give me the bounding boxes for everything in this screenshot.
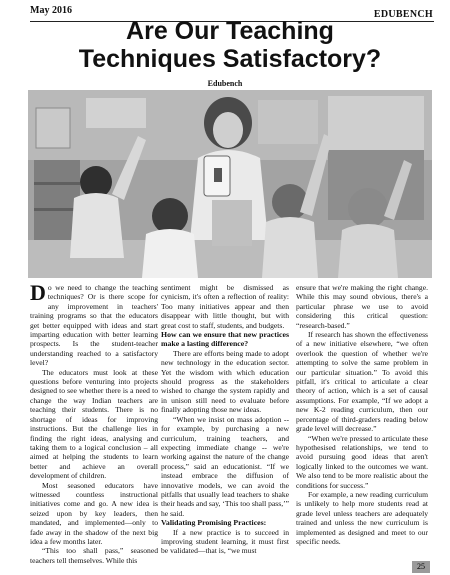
paragraph: There are efforts being made to adopt new technology in the education sector. Yet the wisdom with which education should progress as the stakeholders wished to change the system rapidly and in unison still need to evaluate before finally adopting those new ideas. xyxy=(161,348,289,415)
paragraph: If a new practice is to succeed in improving student learning, it must first be validated—that is, “we must xyxy=(161,527,289,556)
classroom-photo xyxy=(28,90,432,278)
paragraph: If research has shown the effectiveness of a new initiative elsewhere, “we often overlook the question of whether we're attempting to solve the same problem in our particular situation.” To avoid this pitfall, it's critical to articulate a clear theory of action, which is a set of causal assumptions. For example, “If we adopt a new K-2 reading curriculum, then our percentage of third-graders reading below grade level will decrease.” xyxy=(296,330,428,434)
article-byline: Edubench xyxy=(207,79,243,88)
article-headline xyxy=(20,17,440,73)
page-number: 25 xyxy=(412,561,430,573)
paragraph: Most seasoned educators have witnessed countless instructional initiatives come and go. A new idea is seized upon by key leaders, then mandated, and implemented—only to fade away in the shadow of the next big idea a few months later. xyxy=(30,480,158,546)
headline-line-2: Techniques Satisfactory? xyxy=(78,45,382,73)
paragraph: For example, a new reading curriculum is unlikely to help more students read at grade level unless teachers are adequately trained and unless the new curriculum is implemented as designed and meet to our specific needs. xyxy=(296,489,428,546)
drop-cap: D xyxy=(30,280,46,305)
article-column-3 xyxy=(296,283,428,546)
section-heading: Validating Promising Practices: xyxy=(161,518,267,528)
paragraph: “This too shall pass,” seasoned teachers tell themselves. While this xyxy=(30,546,158,565)
paragraph: “When we're pressed to articulate these hypothesised relationships, we tend to avoid pursuing good ideas that aren't logically linked to the outcomes we want. We also tend to be more realistic about the conditions for success.” xyxy=(296,433,428,490)
paragraph xyxy=(30,280,158,368)
headline-line-1: Are Our Teaching xyxy=(126,17,334,45)
paragraph: ensure that we're making the right change. While this may sound obvious, there's a particular phrase we use to avoid considering this critical question: “research-based.” xyxy=(296,283,428,330)
article-column-2 xyxy=(161,283,289,556)
paragraph: “When we insist on mass adoption -- for example, by purchasing a new curriculum, training teachers, and expecting immediate change -- we're working against the nature of the change process,” said an educationist. “If we instead embrace the diffusion of innovative models, we can avoid the pitfalls that usually lead teachers to shake their heads and say, ‘This too shall pass,’” he said. xyxy=(161,414,289,518)
paragraph-text: o we need to change the teaching techniques? Or is there scope for any improvement in teachers' training programs so that the educators get better equipped with ideas and start imparting education with better learning prospects. Is the student-teacher understanding reached to a satisfactory level? xyxy=(30,283,158,368)
paragraph: The educators must look at these questions before venturing into projects designed to see whether there is a need to change the way Indian teachers are teaching their students. There is no shortage of ideas for improving instructions. But the challenge lies in finding the right ideas, analysing and taking them to a logical conclusion – all aimed at helping the students to learn better and achieve an overall development of children. xyxy=(30,367,158,481)
brand-name: EDUBENCH xyxy=(373,9,433,20)
article-column-1 xyxy=(30,280,158,565)
issue-date: May 2016 xyxy=(30,5,72,16)
section-heading: How can we ensure that new practices make a lasting difference? xyxy=(161,330,289,349)
paragraph: sentiment might be dismissed as cynicism, it's often a reflection of reality: Too many initiatives appear and then disappear with little thought, but with great cost to staff, students, and budgets. xyxy=(161,283,289,330)
